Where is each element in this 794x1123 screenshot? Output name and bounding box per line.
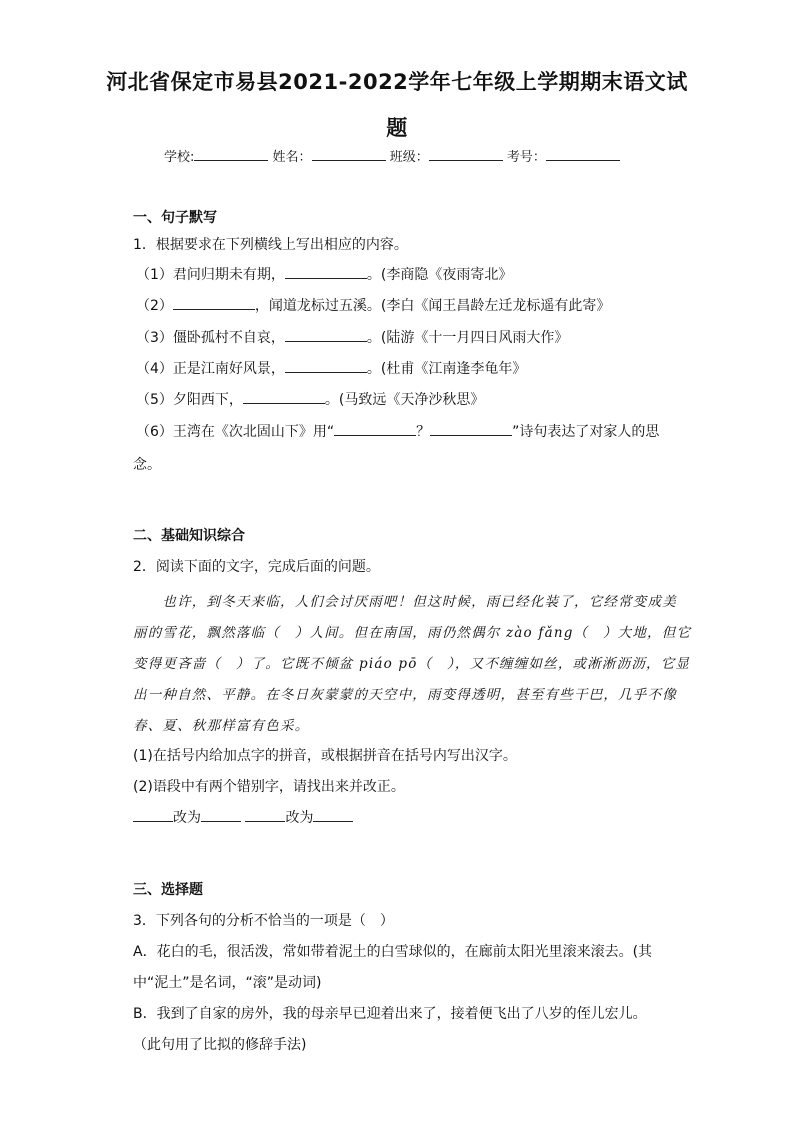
passage-line: 春、夏、秋那样富有色采。 — [133, 718, 310, 734]
passage-line: 出一种自然、平静。在冬日灰蒙蒙的天空中，雨变得透明，甚至有些干巴，几乎不像 — [133, 687, 677, 703]
school-label: 学校: — [164, 150, 195, 165]
exam-title-line1: 河北省保定市易县2021-2022学年七年级上学期期末语文试 — [106, 70, 688, 94]
q1-item-2-blank[interactable] — [173, 295, 255, 310]
name-label: 姓名： — [272, 150, 312, 165]
q1-item-3-pre: （3）僵卧孤村不自哀， — [136, 330, 285, 346]
q1-item-2-pre: （2） — [136, 298, 173, 314]
q1-item-6-post: ”诗句表达了对家人的思 — [512, 424, 660, 440]
class-blank[interactable] — [429, 147, 503, 161]
q1-item-5 — [136, 389, 484, 409]
q1-item-2 — [136, 295, 610, 315]
question1-prompt: 1．根据要求在下列横线上写出相应的内容。 — [133, 237, 408, 253]
right-char-blank-2[interactable] — [313, 807, 353, 822]
q1-item-6-continued: 念。 — [133, 457, 161, 473]
number-blank[interactable] — [546, 147, 620, 161]
question3-prompt: 3．下列各句的分析不恰当的一项是（ ） — [133, 913, 394, 929]
wrong-char-blank-1[interactable] — [133, 807, 173, 822]
q1-item-6-pre: （6）王湾在《次北固山下》用“ — [136, 424, 335, 440]
passage-line: 丽的雪花，飘然落临（ ）人间。但在南国，雨仍然偶尔 zào fǎng（ ）大地，但它 — [133, 625, 692, 641]
q1-item-4 — [136, 358, 526, 378]
section2-heading: 二、基础知识综合 — [133, 528, 245, 544]
q2-sub2: (2)语段中有两个错别字，请找出来并改正。 — [133, 779, 405, 795]
exam-title-line2: 题 — [386, 116, 408, 140]
q1-item-1-post: 。(李商隐《夜雨寄北》 — [366, 267, 513, 283]
q1-item-1-blank[interactable] — [285, 264, 367, 279]
q1-item-3-blank[interactable] — [285, 327, 367, 342]
q1-item-4-pre: （4）正是江南好风景， — [136, 361, 285, 377]
q1-item-4-blank[interactable] — [285, 358, 367, 373]
passage-line: 变得更吝啬（ ）了。它既不倾盆 piáo pō（ ），又不缠缠如丝，或淅淅沥沥，它显 — [133, 656, 691, 672]
q1-item-1-pre: （1）君问归期未有期， — [136, 267, 285, 283]
q1-item-1 — [136, 264, 512, 284]
option-b-line1[interactable]: B．我到了自家的房外，我的母亲早已迎着出来了，接着便飞出了八岁的侄儿宏儿。 — [133, 1006, 647, 1022]
change-label-1: 改为 — [173, 810, 201, 826]
q1-item-6-mid: ？ — [416, 424, 431, 440]
option-a-line1[interactable]: A．花白的毛，很活泼，常如带着泥土的白雪球似的，在廊前太阳光里滚来滚去。(其 — [133, 944, 653, 960]
q1-item-3 — [136, 327, 568, 347]
question2-prompt: 2．阅读下面的文字，完成后面的问题。 — [133, 559, 380, 575]
school-blank[interactable] — [194, 147, 268, 161]
number-label: 考号： — [506, 150, 546, 165]
q2-correction-row — [133, 807, 353, 827]
option-a-line2: 中“泥土”是名词，“滚”是动词) — [133, 975, 322, 991]
student-info-row — [164, 146, 620, 165]
wrong-char-blank-2[interactable] — [245, 807, 285, 822]
option-b-line2: （此句用了比拟的修辞手法) — [133, 1037, 307, 1053]
section1-heading: 一、句子默写 — [133, 210, 217, 226]
section3-heading: 三、选择题 — [133, 882, 203, 898]
q1-item-6-blank-b[interactable] — [430, 421, 512, 436]
q1-item-5-pre: （5）夕阳西下， — [136, 392, 243, 408]
change-label-2: 改为 — [285, 810, 314, 826]
class-label: 班级： — [389, 150, 429, 165]
q1-item-4-post: 。(杜甫《江南逢李龟年》 — [366, 361, 527, 377]
q1-item-6-blank-a[interactable] — [334, 421, 416, 436]
q1-item-5-post: 。(马致远《天净沙秋思》 — [324, 392, 485, 408]
right-char-blank-1[interactable] — [201, 807, 241, 822]
q1-item-3-post: 。(陆游《十一月四日风雨大作》 — [366, 330, 569, 346]
q2-sub1: (1)在括号内给加点字的拼音，或根据拼音在括号内写出汉字。 — [133, 748, 517, 764]
passage-line: 也许，到冬天来临，人们会讨厌雨吧！但这时候，雨已经化装了，它经常变成美 — [133, 594, 677, 610]
q1-item-5-blank[interactable] — [243, 389, 325, 404]
q1-item-2-post: ，闻道龙标过五溪。(李白《闻王昌龄左迁龙标遥有此寄》 — [254, 298, 611, 314]
name-blank[interactable] — [312, 147, 386, 161]
q1-item-6 — [136, 421, 659, 441]
